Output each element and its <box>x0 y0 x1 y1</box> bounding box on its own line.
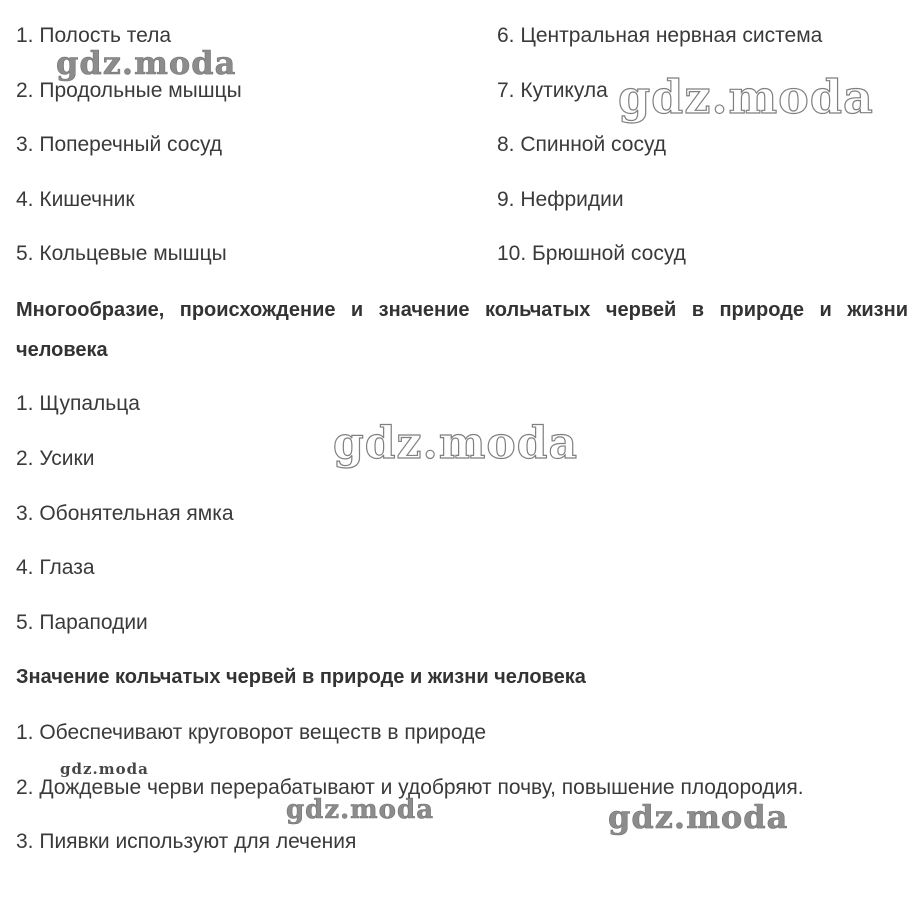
list-item: 4. Глаза <box>16 556 95 579</box>
list-item: 10. Брюшной сосуд <box>497 242 686 265</box>
watermark: gdz.moda <box>618 70 874 124</box>
watermark: gdz.moda <box>60 760 149 778</box>
watermark: gdz.moda <box>286 795 435 825</box>
list-item: 1. Щупальца <box>16 392 140 415</box>
list-item: 2. Усики <box>16 447 95 470</box>
list-item: 2. Дождевые черви перерабатывают и удобряют почву, повышение плодородия. <box>16 776 804 799</box>
watermark: gdz.moda <box>56 44 237 82</box>
watermark: gdz.moda <box>608 798 789 836</box>
list-item: 7. Кутикула <box>497 79 608 102</box>
list-item: 6. Центральная нервная система <box>497 24 823 47</box>
list-item: 5. Параподии <box>16 611 148 634</box>
watermark: gdz.moda <box>333 418 579 469</box>
list-item: 4. Кишечник <box>16 188 135 211</box>
list-item: 2. Продольные мышцы <box>16 79 242 102</box>
list-item: 1. Обеспечивают круговорот веществ в природе <box>16 721 487 744</box>
list-item: 5. Кольцевые мышцы <box>16 242 227 265</box>
section-heading: Значение кольчатых червей в природе и жизни человека <box>16 666 586 688</box>
list-item: 3. Обонятельная ямка <box>16 502 234 525</box>
list-item: 3. Поперечный сосуд <box>16 133 223 156</box>
list-item: 9. Нефридии <box>497 188 624 211</box>
list-item: 3. Пиявки используют для лечения <box>16 830 357 853</box>
section-heading: Многообразие, происхождение и значение кольчатых червей в природе и жизни человека <box>16 299 908 361</box>
list-item: 8. Спинной сосуд <box>497 133 667 156</box>
list-item: 1. Полость тела <box>16 24 172 47</box>
